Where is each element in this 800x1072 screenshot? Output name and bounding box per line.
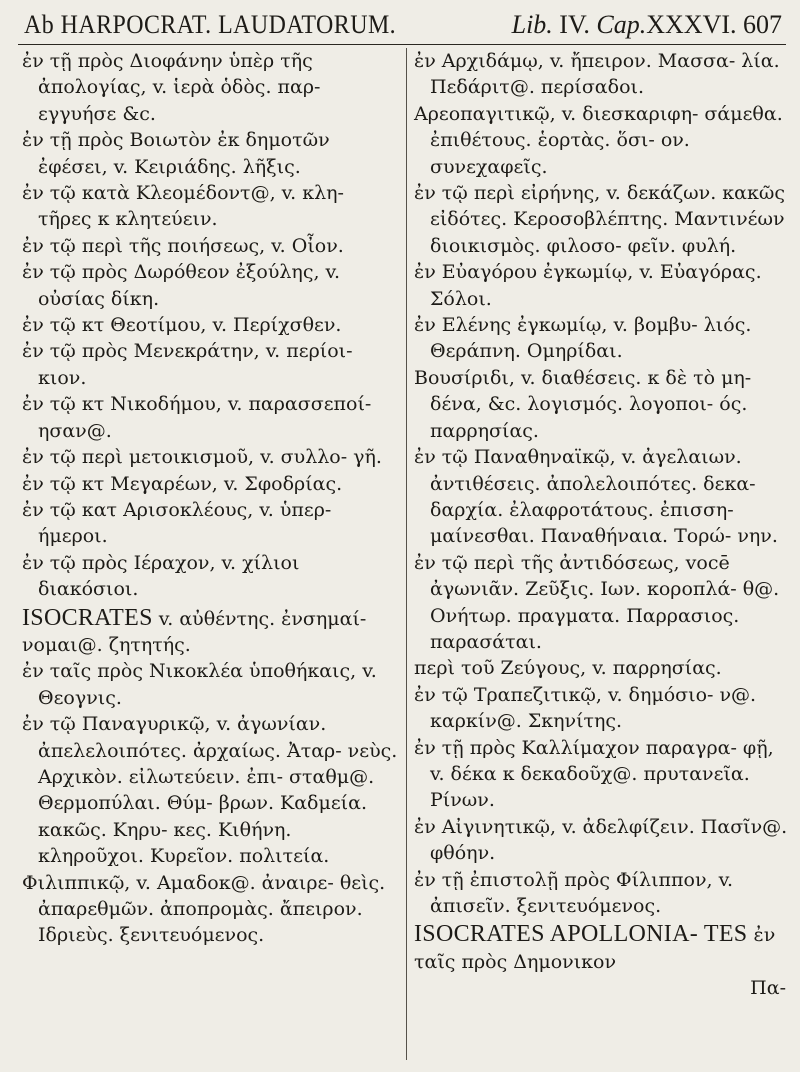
index-entry: Φιλιππικῷ, v. Αμαδοκ@. ἀναιρε- θεὶς. ἀπαρεθμῶν. ἀποπρομὰς. ἄπειρον. Ιδριεὺς. ξενιτευόμενος. bbox=[22, 871, 386, 947]
left-column bbox=[22, 48, 400, 949]
author-entry-text: ἐν ταῖς πρὸς Δημονικον bbox=[414, 924, 776, 973]
column-divider bbox=[406, 48, 407, 1060]
index-entry: ἐν τῷ πρὸς Μενεκράτην, v. περίοι- κιον. bbox=[22, 340, 353, 389]
index-entry: Βουσίριδι, v. διαθέσεις. κ δὲ τὸ μη- δένα, &c. λογισμός. λογοποι- ός. παρρησίας. bbox=[414, 366, 752, 442]
index-entry: ἐν τῇ ἐπιστολῇ πρὸς Φίλιππον, v. ἀπισεῖν. ξενιτευόμενος. bbox=[414, 868, 734, 917]
index-entry: ἐν Ελένης ἐγκωμίῳ, v. βομβυ- λιός. Θεράπνη. Ομηρίδαι. bbox=[414, 314, 752, 363]
index-entry: ἐν Αρχιδάμῳ, v. ἤπειρον. Μασσα- λία. Πεδάριτ@. περίσαδοι. bbox=[414, 50, 780, 99]
index-entry: ἐν τῷ πρὸς Ιέραχον, v. χίλιοι διακόσιοι. bbox=[22, 551, 300, 601]
index-entry: ἐν τῷ Παναθηναϊκῷ, v. ἀγελαιων. ἀντιθέσεις. ἀπολελοιπότες. δεκα- δαρχία. ἐλαφροτάτους. ἐπισση- μαίνεσθαι. Παναθήναια. Τορώ- νην. bbox=[414, 446, 778, 548]
author-name: ISOCRATES bbox=[22, 604, 153, 631]
index-entry: ἐν τῷ Παναγυρικῷ, v. ἀγωνίαν. ἀπελελοιπότες. ἀρχαίως. Ἀταρ- νεὺς. Αρχικὸν. εἰλωτεύειν. ἐπι- σταθμ@. Θερμοπύλαι. Θύμ- βρων. Καδμεία. κακῶς. Κηρυ- κες. Κιθήνη. κληροῦχοι. Κυρεῖον. πολιτεία. bbox=[22, 713, 398, 868]
index-entry: ἐν τῷ κτ Θεοτίμου, v. Περίχσθεν. bbox=[22, 314, 342, 337]
index-entry: περὶ τοῦ Ζεύγους, v. παρρησίας. bbox=[414, 657, 722, 680]
book-chapter-reference: Lib. IV. Cap.XXXVI. 607 bbox=[511, 10, 782, 39]
index-entry: ἐν τῇ πρὸς Διοφάνην ὑπὲρ τῆς ἀπολογίας, v. ἱερὰ ὁδὸς. παρ- εγγυήσε &c. bbox=[22, 50, 321, 125]
running-header bbox=[18, 6, 786, 40]
catchword: Πα- bbox=[750, 977, 786, 1000]
index-entry: ἐν τῷ περὶ μετοικισμοῦ, v. συλλο- γῆ. bbox=[22, 446, 382, 469]
author-name: ISOCRATES APOLLONIA- TES bbox=[414, 921, 748, 948]
index-entry: ἐν τῷ κατ Αρισοκλέους, v. ὑπερ- ήμεροι. bbox=[22, 498, 332, 548]
author-heading-entry bbox=[22, 605, 400, 659]
header-rule bbox=[18, 44, 786, 45]
index-entry: ἐν τῷ κατὰ Κλεομέδοντ@, v. κλη- τῆρες κ κλητεύειν. bbox=[22, 182, 344, 231]
author-heading-entry bbox=[414, 921, 788, 975]
index-entry: ἐν τῷ κτ Νικοδήμου, v. παρασσεποί- ησαν@. bbox=[22, 393, 372, 442]
index-entry: ἐν τῇ πρὸς Βοιωτὸν ἐκ δημοτῶν ἐφέσει, v. Κειριάδης. λῆξις. bbox=[22, 129, 330, 178]
right-column bbox=[414, 48, 788, 1002]
index-entry: ἐν Αἰγινητικῷ, v. ἀδελφίζειν. Πασῖν@. φθόην. bbox=[414, 815, 788, 865]
index-entry: ἐν τῷ πρὸς Δωρόθεον ἐξούλης, v. οὐσίας δίκη. bbox=[22, 261, 341, 310]
index-entry: ἐν τῇ πρὸς Καλλίμαχον παραγρα- φῇ, v. δέκα κ δεκαδοῦχ@. πρυτανεῖα. Ρίνων. bbox=[414, 736, 774, 812]
index-entry: ἐν τῷ περὶ τῆς ἀντιδόσεως, vocē ἀγωνιᾶν. Ζεῦξις. Ιων. κοροπλά- θ@. Ονήτωρ. πραγματα. Παρρασιος. παρασάται. bbox=[414, 551, 780, 653]
index-entry: ἐν τῷ κτ Μεγαρέων, v. Σφοδρίας. bbox=[22, 472, 343, 495]
index-entry: ἐν τῷ περὶ τῆς ποιήσεως, v. Οἶον. bbox=[22, 234, 344, 257]
index-entry: ἐν ταῖς πρὸς Νικοκλέα ὑποθήκαις, v. Θεογνις. bbox=[22, 660, 377, 709]
index-entry: Αρεοπαγιτικῷ, v. διεσκαριφη- σάμεθα. ἐπιθέτους. ἑορτὰς. ὅσι- ον. συνεχαφεῖς. bbox=[414, 102, 783, 178]
index-entry: ἐν Εὐαγόρου ἐγκωμίῳ, v. Εὐαγόρας. Σόλοι. bbox=[414, 261, 762, 310]
index-entry: ἐν τῷ περὶ εἰρήνης, v. δεκάζων. κακῶς εἰδότες. Κεροσοβλέπτης. Μαντινέων διοικισμὸς. φιλοσο- φεῖν. φυλή. bbox=[414, 182, 786, 257]
author-entry-text: v. αὐθέντης. ἐνσημαί- νομαι@. ζητητής. bbox=[22, 607, 367, 656]
index-entry: ἐν τῷ Τραπεζιτικῷ, v. δημόσιο- ν@. καρκίν@. Σκηνίτης. bbox=[414, 683, 757, 733]
running-title: Ab HARPOCRAT. LAUDATORUM. bbox=[24, 10, 397, 39]
